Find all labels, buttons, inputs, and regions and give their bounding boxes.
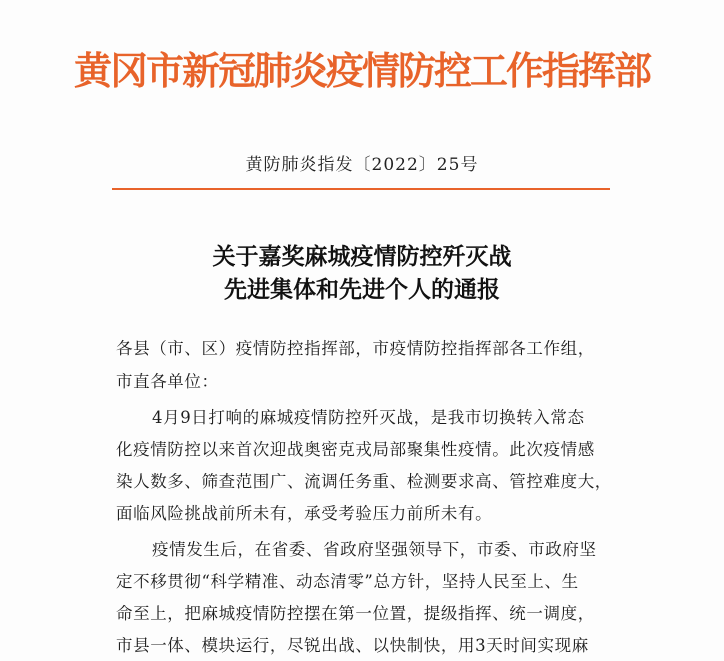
paragraph-1-line-2: 化疫情防控以来首次迎战奥密克戎局部聚集性疫情。此次疫情感 [116, 440, 595, 459]
paragraph-1-line-3: 染人数多、筛查范围广、流调任务重、检测要求高、管控难度大， [116, 472, 612, 491]
red-divider-line [112, 188, 610, 190]
paragraph-1-line-4: 面临风险挑战前所未有，承受考验压力前所未有。 [116, 504, 493, 523]
salutation-line-2: 市直各单位： [116, 372, 219, 391]
paragraph-2-line-1: 疫情发生后，在省委、省政府坚强领导下，市委、市政府坚 [152, 540, 597, 559]
paragraph-1-line-1: 4月9日打响的麻城疫情防控歼灭战，是我市切换转入常态 [152, 408, 585, 427]
issuing-organization-header: 黄冈市新冠肺炎疫情防控工作指挥部 [73, 49, 650, 93]
document-number: 黄防肺炎指发〔2022〕25号 [245, 155, 479, 175]
document-title-line-2: 先进集体和先进个人的通报 [224, 277, 500, 303]
salutation-line-1: 各县（市、区）疫情防控指挥部，市疫情防控指挥部各工作组， [116, 339, 595, 358]
paragraph-2-line-3: 命至上，把麻城疫情防控摆在第一位置，提级指挥、统一调度， [116, 604, 595, 623]
paragraph-2-line-4: 市县一体、模块运行，尽锐出战、以快制快，用3天时间实现麻 [116, 636, 589, 655]
paragraph-2-line-2: 定不移贯彻“科学精准、动态清零”总方针，坚持人民至上、生 [116, 572, 579, 591]
document-title-line-1: 关于嘉奖麻城疫情防控歼灭战 [212, 244, 512, 270]
